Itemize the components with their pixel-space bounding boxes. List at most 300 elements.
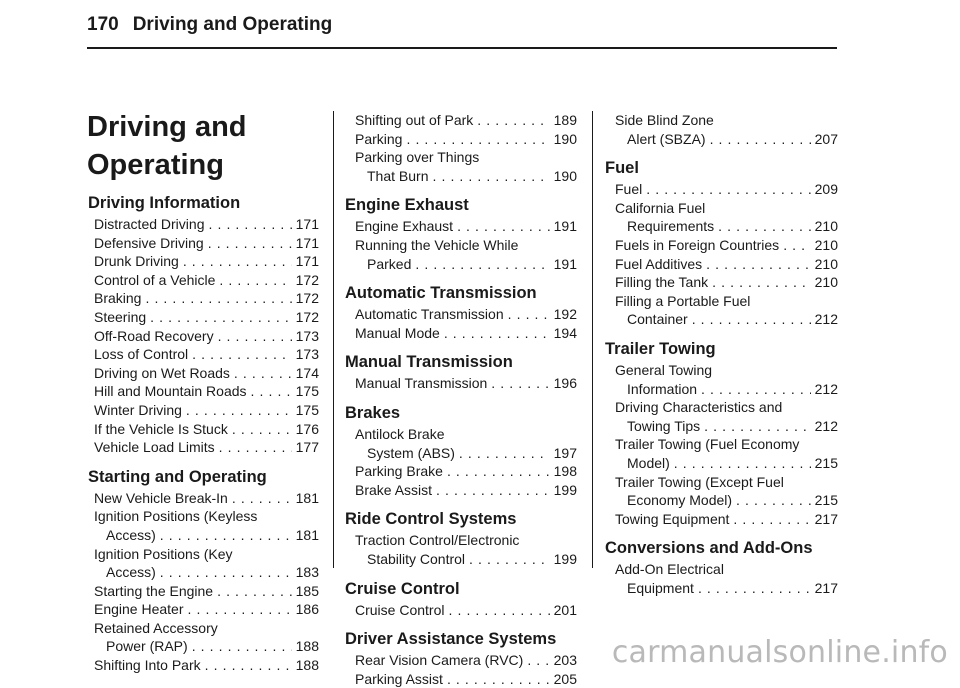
toc-entry-label: Starting the Engine: [94, 582, 214, 599]
toc-entry-last-line: [355, 305, 577, 324]
toc-entry-last-line: [94, 489, 319, 508]
toc-page-number: 185: [295, 582, 319, 599]
toc-entry[interactable]: [88, 271, 319, 290]
toc-entry-text: [94, 656, 319, 675]
header-rule: [87, 47, 837, 49]
toc-entry-text: [615, 292, 838, 329]
toc-page-number: 212: [814, 380, 838, 397]
toc-entry[interactable]: [88, 215, 319, 234]
toc-entry-last-line: [94, 582, 319, 601]
section-heading[interactable]: Driver Assistance Systems: [345, 630, 557, 649]
dot-leader: [469, 550, 550, 569]
toc-entry-label: Container: [627, 311, 688, 328]
toc-entry-last-line: [355, 444, 577, 463]
dot-leader: [706, 255, 810, 274]
toc-entry-text: [355, 651, 577, 670]
toc-page-number: 171: [295, 234, 319, 251]
toc-entry[interactable]: [605, 255, 838, 274]
toc-entry-last-line: [94, 289, 319, 308]
toc-entry-last-line: [615, 380, 838, 399]
toc-entry-label: Parking Assist: [355, 670, 443, 687]
toc-entry[interactable]: [345, 462, 577, 481]
toc-page-number: 172: [295, 271, 319, 288]
toc-entry-text: [94, 507, 319, 544]
dot-leader: [646, 180, 810, 199]
toc-entry-text: [94, 215, 319, 234]
dot-leader: [457, 217, 550, 236]
dot-leader: [712, 273, 811, 292]
chapter-title: [87, 108, 327, 184]
toc-entry-label: Parking over Things: [355, 149, 480, 166]
toc-entry[interactable]: [345, 425, 577, 462]
toc-entry-label: Access): [106, 564, 156, 581]
toc-section: [345, 283, 577, 342]
toc-entry-text: [94, 327, 319, 346]
toc-page-number: 210: [814, 236, 838, 253]
toc-page-number: 210: [814, 218, 838, 235]
toc-entry[interactable]: [88, 438, 319, 457]
toc-entry[interactable]: [345, 481, 577, 500]
toc-entry-label: Towing Equipment: [615, 510, 730, 527]
toc-entry-text: [355, 481, 577, 500]
toc-entry-text: [615, 361, 838, 398]
toc-entry-last-line: [615, 310, 838, 329]
dot-leader: [234, 364, 292, 383]
toc-column-2: [345, 111, 577, 688]
dot-leader: [704, 417, 810, 436]
toc-page-number: 191: [553, 218, 577, 235]
toc-entry-last-line: [94, 637, 319, 656]
toc-section: [605, 538, 838, 597]
dot-leader: [145, 289, 291, 308]
toc-entry-text: [355, 217, 577, 236]
continued-entries: [345, 111, 577, 185]
toc-entry[interactable]: [88, 420, 319, 439]
toc-page-number: 215: [814, 454, 838, 471]
toc-entry-last-line: [94, 600, 319, 619]
toc-entry-text: [94, 289, 319, 308]
toc-entry-last-line: [615, 180, 838, 199]
toc-entry-text: [355, 305, 577, 324]
dot-leader: [692, 310, 811, 329]
dot-leader: [192, 637, 292, 656]
toc-entry-last-line: [94, 526, 319, 545]
section-heading[interactable]: Driving Information: [88, 194, 241, 212]
toc-entry[interactable]: [355, 148, 577, 185]
page-header: [87, 14, 837, 36]
toc-entry-label: Filling the Tank: [615, 274, 709, 291]
toc-entry-label: Trailer Towing (Except Fuel: [615, 473, 784, 490]
dot-leader: [406, 130, 549, 149]
dot-leader: [491, 374, 549, 393]
dot-leader: [208, 234, 292, 253]
toc-page-number: 196: [553, 375, 577, 392]
toc-entry-label: Antilock Brake: [355, 425, 445, 442]
toc-entry-text: [94, 420, 319, 439]
toc-page-number: 175: [295, 401, 319, 418]
toc-entry-label: Access): [106, 526, 156, 543]
toc-entry-label: Brake Assist: [355, 481, 433, 498]
toc-entry-text: [615, 560, 838, 597]
toc-entry-label: Equipment: [627, 579, 694, 596]
dot-leader: [232, 489, 292, 508]
toc-entry-label: Filling a Portable Fuel: [615, 292, 751, 309]
toc-entry-label: Towing Tips: [627, 417, 701, 434]
toc-section: [605, 158, 838, 329]
toc-page-number: 198: [553, 463, 577, 480]
toc-entry-text: [355, 374, 577, 393]
toc-entry-last-line: [355, 167, 577, 186]
toc-entry-label: Shifting Into Park: [94, 657, 201, 674]
toc-entry[interactable]: [345, 217, 577, 236]
toc-entry-label: Engine Heater: [94, 601, 184, 618]
toc-entry-label: Automatic Transmission: [355, 306, 504, 323]
toc-entry[interactable]: [345, 601, 577, 620]
toc-entry-label: Trailer Towing (Fuel Economy: [615, 436, 800, 453]
toc-entry[interactable]: [345, 531, 577, 568]
dot-leader: [444, 324, 550, 343]
toc-entry-last-line: [355, 255, 577, 274]
dot-leader: [432, 167, 549, 186]
toc-entry[interactable]: [605, 510, 838, 529]
toc-page-number: 207: [814, 130, 838, 147]
toc-entry-last-line: [94, 656, 319, 675]
toc-page-number: 212: [814, 417, 838, 434]
toc-entry[interactable]: [88, 308, 319, 327]
toc-entry[interactable]: [88, 656, 319, 675]
toc-entry[interactable]: [615, 111, 838, 148]
toc-entry[interactable]: [355, 130, 577, 149]
toc-entry[interactable]: [88, 382, 319, 401]
toc-entry-text: [615, 236, 838, 255]
section-heading[interactable]: Engine Exhaust: [345, 196, 469, 215]
toc-entry-label: Ignition Positions (Key: [94, 545, 233, 562]
toc-entry-label: Distracted Driving: [94, 216, 205, 232]
toc-page-number: 215: [814, 492, 838, 509]
toc-entry-label: Fuel Additives: [615, 255, 703, 272]
toc-entry-last-line: [355, 462, 577, 481]
toc-entry[interactable]: [88, 507, 319, 544]
toc-entry-label: Requirements: [627, 218, 715, 235]
toc-entry-last-line: [94, 563, 319, 582]
toc-entry[interactable]: [88, 327, 319, 346]
toc-page-number: 197: [553, 444, 577, 461]
toc-entry-label: Loss of Control: [94, 346, 189, 363]
toc-page-number: 176: [295, 420, 319, 437]
dot-leader: [160, 526, 292, 545]
toc-page-number: 205: [553, 670, 577, 687]
toc-page-number: 210: [814, 255, 838, 272]
toc-entry-last-line: [355, 550, 577, 569]
toc-entry[interactable]: [88, 545, 319, 582]
dot-leader: [188, 600, 292, 619]
toc-entry-text: [355, 670, 577, 688]
toc-entry[interactable]: [88, 252, 319, 271]
toc-entry-label: New Vehicle Break-In: [94, 489, 228, 506]
toc-entry-last-line: [94, 382, 319, 401]
toc-entry-label: Add-On Electrical: [615, 561, 724, 578]
toc-entry-last-line: [615, 417, 838, 436]
toc-entry-last-line: [615, 255, 838, 274]
toc-entry-text: [94, 489, 319, 508]
toc-section: [605, 339, 838, 528]
toc-page-number: 186: [295, 601, 319, 618]
toc-section: [345, 195, 577, 273]
toc-entry[interactable]: [345, 374, 577, 393]
toc-entry-text: [94, 345, 319, 364]
toc-entry-label: Parked: [367, 255, 412, 272]
toc-page-number: 217: [814, 510, 838, 527]
dot-leader: [508, 305, 550, 324]
toc-entry[interactable]: [605, 435, 838, 472]
section-heading[interactable]: Conversions and Add-Ons: [605, 539, 813, 558]
toc-entry[interactable]: [88, 234, 319, 253]
chapter-title-line-1: Driving and: [87, 111, 247, 143]
toc-page-number: 194: [553, 324, 577, 341]
toc-entry-label: If the Vehicle Is Stuck: [94, 420, 228, 437]
section-heading[interactable]: Cruise Control: [345, 579, 460, 598]
toc-page-number: 191: [553, 255, 577, 272]
toc-entry-text: [355, 111, 577, 130]
section-heading[interactable]: Fuel: [605, 159, 639, 178]
toc-entry-text: [615, 398, 838, 435]
toc-entry-last-line: [615, 217, 838, 236]
toc-entry[interactable]: [605, 560, 838, 597]
dot-leader: [150, 308, 291, 327]
toc-entry[interactable]: [345, 324, 577, 343]
toc-entry-text: [615, 111, 838, 148]
toc-entry-label: Stability Control: [367, 550, 466, 567]
toc-entry-text: [94, 308, 319, 327]
dot-leader: [183, 252, 292, 271]
toc-entry[interactable]: [605, 236, 838, 255]
dot-leader: [733, 510, 810, 529]
toc-entry[interactable]: [345, 236, 577, 273]
toc-page-number: 174: [295, 364, 319, 381]
dot-leader: [208, 215, 291, 234]
toc-entry-text: [94, 401, 319, 420]
running-title: Driving and Operating: [132, 14, 333, 35]
dot-leader: [710, 130, 811, 149]
section-heading[interactable]: Brakes: [345, 403, 401, 422]
toc-page-number: 212: [814, 311, 838, 328]
toc-entry-last-line: [94, 401, 319, 420]
toc-column-3: [605, 111, 838, 597]
toc-entry-label: Driving Characteristics and: [615, 399, 783, 416]
toc-entry-label: Control of a Vehicle: [94, 271, 216, 288]
toc-entry-label: Ignition Positions (Keyless: [94, 508, 258, 525]
dot-leader: [232, 420, 292, 439]
toc-entry-text: [94, 252, 319, 271]
toc-entry[interactable]: [88, 345, 319, 364]
toc-entry-text: [355, 425, 577, 462]
toc-page-number: 199: [553, 481, 577, 498]
toc-entry-label: Engine Exhaust: [355, 218, 454, 235]
toc-entry-label: Shifting out of Park: [355, 112, 474, 128]
toc-entry-label: Defensive Driving: [94, 234, 204, 251]
toc-entry-text: [355, 324, 577, 343]
toc-entry-last-line: [355, 601, 577, 620]
toc-entry[interactable]: [605, 199, 838, 236]
toc-page-number: 181: [295, 526, 319, 543]
toc-entry-text: [94, 619, 319, 656]
toc-entry[interactable]: [605, 292, 838, 329]
toc-entry-last-line: [94, 345, 319, 364]
toc-entry-last-line: [355, 651, 577, 670]
dot-leader: [447, 670, 550, 688]
toc-page-number: 199: [553, 550, 577, 567]
toc-section: [345, 403, 577, 499]
toc-page-number: 210: [814, 274, 838, 291]
toc-page-number: 217: [814, 579, 838, 596]
toc-entry-last-line: [355, 374, 577, 393]
toc-entry-label: That Burn: [367, 167, 429, 184]
toc-entry-text: [94, 271, 319, 290]
toc-entry[interactable]: [88, 401, 319, 420]
toc-entry-label: Driving on Wet Roads: [94, 364, 230, 381]
toc-entry-text: [94, 382, 319, 401]
toc-entry[interactable]: [88, 289, 319, 308]
toc-page-number: 190: [553, 130, 577, 147]
toc-entry-text: [615, 273, 838, 292]
toc-entry-last-line: [94, 364, 319, 383]
toc-entry-last-line: [94, 327, 319, 346]
chapter-title-line-2: Operating: [87, 149, 224, 181]
dot-leader: [477, 111, 549, 130]
toc-entry-label: Winter Driving: [94, 401, 182, 418]
section-heading[interactable]: Trailer Towing: [605, 339, 716, 358]
toc-entry-last-line: [94, 215, 319, 234]
dot-leader: [217, 582, 292, 601]
toc-entry-text: [94, 438, 319, 457]
toc-page-number: 203: [553, 652, 577, 669]
dot-leader: [698, 579, 811, 598]
toc-section: [345, 352, 577, 393]
toc-entry-label: Running the Vehicle While: [355, 236, 519, 253]
dot-leader: [218, 327, 292, 346]
toc-entry-text: [94, 234, 319, 253]
toc-entry-label: Off-Road Recovery: [94, 327, 214, 344]
toc-entry[interactable]: [88, 600, 319, 619]
dot-leader: [219, 438, 292, 457]
toc-entry[interactable]: [345, 651, 577, 670]
toc-entry-text: [355, 148, 577, 185]
toc-entry[interactable]: [605, 361, 838, 398]
toc-entry-last-line: [94, 271, 319, 290]
toc-entry-last-line: [94, 420, 319, 439]
toc-entry-last-line: [615, 236, 838, 255]
toc-entry[interactable]: [345, 305, 577, 324]
toc-entry-text: [615, 435, 838, 472]
toc-entry[interactable]: [605, 273, 838, 292]
toc-entry-last-line: [615, 510, 838, 529]
dot-leader: [160, 563, 292, 582]
column-divider: [333, 111, 334, 568]
toc-page-number: 189: [553, 112, 577, 128]
toc-entry-last-line: [355, 670, 577, 688]
toc-entry-text: [615, 255, 838, 274]
toc-section: [88, 193, 319, 457]
toc-entry-label: Hill and Mountain Roads: [94, 383, 247, 400]
toc-entry-label: Fuels in Foreign Countries: [615, 236, 780, 253]
toc-entry-last-line: [94, 308, 319, 327]
toc-entry-last-line: [94, 252, 319, 271]
toc-entry-last-line: [615, 273, 838, 292]
toc-page-number: 177: [295, 439, 319, 456]
toc-entry-text: [94, 364, 319, 383]
toc-entry-text: [94, 545, 319, 582]
toc-page-number: 188: [295, 657, 319, 674]
toc-entry-label: System (ABS): [367, 444, 455, 461]
dot-leader: [436, 481, 550, 500]
dot-leader: [415, 255, 549, 274]
toc-page-number: 188: [295, 638, 319, 655]
toc-entry[interactable]: [345, 670, 577, 688]
dot-leader: [447, 462, 550, 481]
toc-entry-label: Side Blind Zone: [615, 112, 714, 128]
toc-entry-text: [355, 130, 577, 149]
toc-entry-last-line: [355, 217, 577, 236]
toc-page-number: 171: [295, 253, 319, 270]
toc-page-number: 172: [295, 308, 319, 325]
toc-page-number: 201: [553, 601, 577, 618]
dot-leader: [251, 382, 292, 401]
page-number: 170: [87, 14, 119, 35]
toc-entry-last-line: [94, 438, 319, 457]
toc-entry-last-line: [94, 234, 319, 253]
toc-entry-label: Drunk Driving: [94, 253, 179, 270]
section-heading[interactable]: Manual Transmission: [345, 353, 513, 372]
toc-page-number: 175: [295, 383, 319, 400]
toc-entry[interactable]: [605, 180, 838, 199]
dot-leader: [783, 236, 810, 255]
section-heading[interactable]: Automatic Transmission: [345, 284, 537, 303]
toc-entry-label: Manual Mode: [355, 324, 440, 341]
toc-page-number: 181: [295, 489, 319, 506]
continued-entries: [605, 111, 838, 148]
toc-entry-label: Economy Model): [627, 492, 733, 509]
toc-entry[interactable]: [605, 398, 838, 435]
toc-entry[interactable]: [88, 582, 319, 601]
dot-leader: [701, 380, 811, 399]
toc-page-number: 173: [295, 346, 319, 363]
toc-entry-last-line: [615, 454, 838, 473]
section-heading[interactable]: Ride Control Systems: [345, 510, 517, 529]
toc-entry-text: [355, 462, 577, 481]
toc-entry-text: [615, 199, 838, 236]
toc-column-1: [88, 193, 319, 675]
toc-page-number: 192: [553, 306, 577, 323]
dot-leader: [205, 656, 292, 675]
toc-entry[interactable]: [355, 111, 577, 130]
section-heading[interactable]: Starting and Operating: [88, 467, 267, 486]
toc-entry-text: [355, 531, 577, 568]
toc-entry[interactable]: [88, 489, 319, 508]
toc-entry[interactable]: [88, 619, 319, 656]
toc-entry-label: Alert (SBZA): [627, 130, 706, 147]
toc-entry-text: [615, 473, 838, 510]
toc-entry-last-line: [355, 111, 577, 130]
dot-leader: [459, 444, 550, 463]
dot-leader: [219, 271, 291, 290]
dot-leader: [527, 651, 549, 670]
toc-entry[interactable]: [605, 473, 838, 510]
toc-entry-label: Model): [627, 454, 670, 471]
toc-section: [88, 467, 319, 675]
toc-entry-text: [94, 582, 319, 601]
toc-entry[interactable]: [88, 364, 319, 383]
toc-section: [345, 579, 577, 620]
